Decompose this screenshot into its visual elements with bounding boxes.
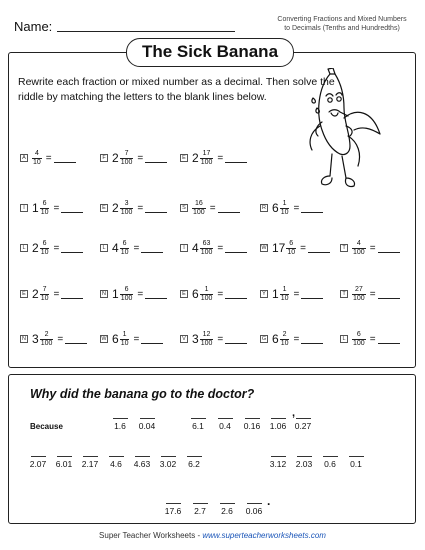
name-blank-line xyxy=(57,31,235,32)
riddle-blank-line[interactable] xyxy=(191,418,206,419)
fraction-denominator: 100 xyxy=(193,208,205,216)
fraction-numerator: 4 xyxy=(356,239,361,247)
riddle-blank-line[interactable] xyxy=(296,418,311,419)
riddle-slot-value: 0.04 xyxy=(138,421,156,431)
riddle-slot[interactable] xyxy=(346,456,366,469)
fraction-numerator: 1 xyxy=(122,330,127,338)
problem-item xyxy=(100,146,167,170)
fraction-denominator: 10 xyxy=(287,248,296,256)
because-label: Because xyxy=(30,422,63,431)
riddle-slot-value: 6.01 xyxy=(55,459,73,469)
answer-blank[interactable] xyxy=(301,204,323,213)
fraction xyxy=(280,286,290,303)
riddle-slot[interactable] xyxy=(54,456,74,469)
riddle-slot-value: 0.4 xyxy=(219,421,231,431)
riddle-slot-value: 0.16 xyxy=(243,421,261,431)
riddle-blank-line[interactable] xyxy=(166,503,181,504)
riddle-period: . xyxy=(267,494,271,508)
answer-blank[interactable] xyxy=(301,335,323,344)
equals-sign: = xyxy=(369,333,376,345)
equals-sign: = xyxy=(369,242,376,254)
riddle-blank-line[interactable] xyxy=(245,418,260,419)
riddle-slot[interactable] xyxy=(28,456,48,469)
fraction xyxy=(352,286,366,303)
fraction-denominator: 100 xyxy=(120,294,133,302)
answer-letter-box: L xyxy=(100,244,108,252)
answer-letter-box: E xyxy=(180,290,188,298)
answer-letter-box: S xyxy=(180,204,188,212)
riddle-slot-value: 3.02 xyxy=(159,459,177,469)
answer-blank[interactable] xyxy=(225,335,247,344)
fraction xyxy=(192,200,206,217)
whole-number: 4 xyxy=(192,241,199,255)
riddle-blank-line[interactable] xyxy=(220,503,235,504)
subtitle-line-1: Converting Fractions and Mixed Numbers xyxy=(277,16,407,23)
answer-blank[interactable] xyxy=(225,154,247,163)
subtitle-line-2: to Decimals (Tenths and Hundredths) xyxy=(284,25,400,32)
problem-item xyxy=(180,236,247,260)
fraction-numerator: 17 xyxy=(202,149,211,157)
fraction-numerator: 27 xyxy=(354,285,363,293)
whole-number: 3 xyxy=(192,332,199,346)
fraction-denominator: 10 xyxy=(280,294,289,302)
fraction-denominator: 10 xyxy=(40,208,49,216)
problem-item xyxy=(180,146,247,170)
whole-number: 6 xyxy=(272,201,279,215)
whole-number: 6 xyxy=(272,332,279,346)
riddle-blank-line[interactable] xyxy=(161,456,176,457)
fraction xyxy=(200,331,214,348)
fraction-numerator: 6 xyxy=(42,239,47,247)
problem-item xyxy=(100,236,163,260)
answer-blank[interactable] xyxy=(301,290,323,299)
answer-letter-box: T xyxy=(340,290,348,298)
riddle-slot-value: 0.27 xyxy=(294,421,312,431)
riddle-blank-line[interactable] xyxy=(135,456,150,457)
fraction-numerator: 3 xyxy=(124,199,129,207)
riddle-blank-line[interactable] xyxy=(193,503,208,504)
answer-blank[interactable] xyxy=(61,244,83,253)
riddle-slot-value: 0.06 xyxy=(245,506,263,516)
answer-blank[interactable] xyxy=(145,204,167,213)
riddle-slot[interactable] xyxy=(106,456,126,469)
problem-item xyxy=(20,327,87,351)
fraction xyxy=(120,286,134,303)
answer-letter-box: E xyxy=(20,290,28,298)
fraction xyxy=(40,200,50,217)
equals-sign: = xyxy=(217,242,224,254)
equals-sign: = xyxy=(217,288,224,300)
answer-letter-box: L xyxy=(20,244,28,252)
riddle-blank-line[interactable] xyxy=(349,456,364,457)
fraction-numerator: 2 xyxy=(282,330,287,338)
fraction-numerator: 2 xyxy=(44,330,49,338)
fraction-numerator: 7 xyxy=(124,149,129,157)
riddle-slot-value: 4.6 xyxy=(110,459,122,469)
whole-number: 6 xyxy=(112,332,119,346)
whole-number: 2 xyxy=(32,287,39,301)
answer-blank[interactable] xyxy=(61,204,83,213)
fraction xyxy=(280,200,290,217)
riddle-slot[interactable] xyxy=(190,503,210,516)
riddle-slot[interactable] xyxy=(294,456,314,469)
answer-letter-box: Y xyxy=(260,290,268,298)
problem-item xyxy=(260,236,330,260)
equals-sign: = xyxy=(293,288,300,300)
fraction xyxy=(120,150,134,167)
whole-number: 1 xyxy=(112,287,119,301)
riddle-blank-line[interactable] xyxy=(247,503,262,504)
problem-item xyxy=(20,282,83,306)
fraction xyxy=(352,240,366,257)
equals-sign: = xyxy=(133,242,140,254)
answer-letter-box: G xyxy=(261,336,267,342)
answer-blank[interactable] xyxy=(308,244,330,253)
fraction-denominator: 100 xyxy=(353,294,365,302)
riddle-slot-value: 0.1 xyxy=(350,459,362,469)
fraction-numerator: 1 xyxy=(282,199,287,207)
answer-blank[interactable] xyxy=(378,335,400,344)
answer-letter-box: R xyxy=(260,204,268,212)
fraction-denominator: 100 xyxy=(200,339,213,347)
whole-number: 4 xyxy=(112,241,119,255)
riddle-blank-line[interactable] xyxy=(109,456,124,457)
answer-blank[interactable] xyxy=(61,290,83,299)
footer xyxy=(0,531,425,540)
riddle-slot[interactable] xyxy=(188,418,208,431)
riddle-blank-line[interactable] xyxy=(57,456,72,457)
answer-letter-box: I xyxy=(20,204,28,212)
answer-letter-box: E xyxy=(100,204,108,212)
riddle-slot-value: 2.07 xyxy=(29,459,47,469)
riddle-slot[interactable] xyxy=(137,418,157,431)
equals-sign: = xyxy=(209,202,216,214)
fraction xyxy=(120,331,130,348)
equals-sign: = xyxy=(133,333,140,345)
fraction xyxy=(280,331,290,348)
answer-letter-box: N xyxy=(20,335,28,343)
fraction-denominator: 10 xyxy=(280,208,289,216)
riddle-slot[interactable] xyxy=(268,456,288,469)
answer-letter-box: A xyxy=(20,154,28,162)
footer-url[interactable]: www.superteacherworksheets.com xyxy=(202,531,326,540)
riddle-slot[interactable] xyxy=(320,456,340,469)
equals-sign: = xyxy=(217,152,224,164)
answer-blank[interactable] xyxy=(225,244,247,253)
problem-item xyxy=(340,236,400,260)
problem-item xyxy=(20,236,83,260)
riddle-slot[interactable] xyxy=(158,456,178,469)
riddle-comma: , xyxy=(292,407,296,419)
answer-blank[interactable] xyxy=(378,244,400,253)
answer-blank[interactable] xyxy=(65,335,87,344)
answer-letter-box: W xyxy=(261,245,267,251)
fraction-numerator: 63 xyxy=(202,239,211,247)
answer-blank[interactable] xyxy=(141,244,163,253)
answer-blank[interactable] xyxy=(145,290,167,299)
answer-letter-box: F xyxy=(100,154,108,162)
fraction-denominator: 100 xyxy=(200,248,213,256)
fraction-denominator: 100 xyxy=(200,158,213,166)
riddle-slot-value: 1.6 xyxy=(114,421,126,431)
problem-item xyxy=(260,327,323,351)
equals-sign: = xyxy=(300,242,306,254)
equals-sign: = xyxy=(293,333,300,345)
equals-sign: = xyxy=(53,242,60,254)
riddle-slot[interactable] xyxy=(244,503,264,516)
riddle-blank-line[interactable] xyxy=(271,418,286,419)
equals-sign: = xyxy=(57,333,64,345)
equals-sign: = xyxy=(137,202,144,214)
worksheet-subtitle xyxy=(267,15,417,33)
answer-blank[interactable] xyxy=(218,204,240,213)
answer-blank[interactable] xyxy=(225,290,247,299)
fraction-numerator: 12 xyxy=(202,330,211,338)
fraction xyxy=(200,240,214,257)
fraction xyxy=(120,200,134,217)
problem-item xyxy=(180,196,240,220)
riddle-slot[interactable] xyxy=(293,418,313,431)
answer-letter-box: L xyxy=(340,335,348,343)
riddle-slot-value: 2.17 xyxy=(81,459,99,469)
fraction-numerator: 16 xyxy=(194,199,203,207)
fraction-denominator: 100 xyxy=(120,158,133,166)
whole-number: 1 xyxy=(272,287,279,301)
fraction xyxy=(286,240,296,257)
problem-item xyxy=(340,327,400,351)
riddle-slot[interactable] xyxy=(110,418,130,431)
footer-brand: Super Teacher Worksheets - xyxy=(99,531,203,540)
sick-banana-illustration xyxy=(300,68,382,198)
riddle-blank-line[interactable] xyxy=(271,456,286,457)
riddle-blank-line[interactable] xyxy=(113,418,128,419)
equals-sign: = xyxy=(45,152,52,164)
riddle-slot-value: 17.6 xyxy=(164,506,182,516)
riddle-slot-value: 2.6 xyxy=(221,506,233,516)
fraction xyxy=(352,331,366,348)
fraction-denominator: 100 xyxy=(353,339,365,347)
whole-number: 2 xyxy=(192,151,199,165)
answer-letter-box: I xyxy=(180,244,188,252)
answer-letter-box: E xyxy=(180,154,188,162)
riddle-question: Why did the banana go to the doctor? xyxy=(30,387,255,401)
riddle-slot[interactable] xyxy=(215,418,235,431)
whole-number: 3 xyxy=(32,332,39,346)
riddle-slot-value: 6.2 xyxy=(188,459,200,469)
answer-blank[interactable] xyxy=(378,290,400,299)
fraction-denominator: 100 xyxy=(200,294,213,302)
fraction-numerator: 6 xyxy=(122,239,127,247)
fraction-denominator: 10 xyxy=(120,339,129,347)
whole-number: 17 xyxy=(272,241,286,255)
problem-item xyxy=(340,282,400,306)
equals-sign: = xyxy=(53,288,60,300)
problem-item xyxy=(180,327,247,351)
answer-blank[interactable] xyxy=(141,335,163,344)
whole-number: 2 xyxy=(112,151,119,165)
equals-sign: = xyxy=(137,288,144,300)
fraction-denominator: 10 xyxy=(40,248,49,256)
answer-letter-box: W xyxy=(101,336,107,342)
fraction-denominator: 100 xyxy=(120,208,133,216)
worksheet-title: The Sick Banana xyxy=(126,38,294,67)
fraction-denominator: 100 xyxy=(353,248,365,256)
equals-sign: = xyxy=(137,152,144,164)
equals-sign: = xyxy=(217,333,224,345)
riddle-slot-value: 6.1 xyxy=(192,421,204,431)
whole-number: 2 xyxy=(112,201,119,215)
riddle-slot-value: 2.7 xyxy=(194,506,206,516)
fraction-numerator: 1 xyxy=(282,285,287,293)
fraction-denominator: 10 xyxy=(40,294,49,302)
fraction xyxy=(40,331,54,348)
fraction-denominator: 100 xyxy=(40,339,53,347)
fraction-denominator: 10 xyxy=(33,158,41,166)
riddle-blank-line[interactable] xyxy=(83,456,98,457)
answer-letter-box: V xyxy=(180,335,188,343)
problem-item xyxy=(100,196,167,220)
riddle-slot[interactable] xyxy=(163,503,183,516)
answer-letter-box: N xyxy=(100,290,108,298)
fraction-numerator: 6 xyxy=(289,239,294,247)
problem-item xyxy=(100,282,167,306)
fraction-numerator: 1 xyxy=(204,285,209,293)
fraction-numerator: 6 xyxy=(124,285,129,293)
answer-letter-box: T xyxy=(340,244,348,252)
fraction xyxy=(200,150,214,167)
name-label: Name: xyxy=(14,19,53,34)
riddle-slot[interactable] xyxy=(132,456,152,469)
fraction-denominator: 10 xyxy=(280,339,289,347)
problem-item xyxy=(100,327,163,351)
problem-item xyxy=(260,196,323,220)
fraction-denominator: 10 xyxy=(120,248,129,256)
riddle-slot-value: 0.6 xyxy=(324,459,336,469)
answer-blank[interactable] xyxy=(145,154,167,163)
riddle-blank-line[interactable] xyxy=(31,456,46,457)
fraction xyxy=(120,240,130,257)
riddle-blank-line[interactable] xyxy=(323,456,338,457)
riddle-slot-value: 2.03 xyxy=(295,459,313,469)
riddle-blank-line[interactable] xyxy=(187,456,202,457)
equals-sign: = xyxy=(53,202,60,214)
problem-item xyxy=(180,282,247,306)
riddle-slot[interactable] xyxy=(242,418,262,431)
problem-item xyxy=(20,146,76,170)
fraction-numerator: 6 xyxy=(356,330,361,338)
fraction xyxy=(40,240,50,257)
fraction xyxy=(40,286,50,303)
riddle-blank-line[interactable] xyxy=(218,418,233,419)
riddle-slot[interactable] xyxy=(184,456,204,469)
riddle-slot[interactable] xyxy=(80,456,100,469)
equals-sign: = xyxy=(293,202,300,214)
riddle-slot[interactable] xyxy=(268,418,288,431)
equals-sign: = xyxy=(369,288,376,300)
riddle-slot-value: 4.63 xyxy=(133,459,151,469)
instructions-text: Rewrite each fraction or mixed number as a decimal. Then solve the riddle by matching the letters to the blank lines below. xyxy=(18,76,335,103)
fraction xyxy=(32,150,42,167)
riddle-slot-value: 1.06 xyxy=(269,421,287,431)
whole-number: 6 xyxy=(192,287,199,301)
riddle-blank-line[interactable] xyxy=(297,456,312,457)
riddle-blank-line[interactable] xyxy=(140,418,155,419)
answer-blank[interactable] xyxy=(54,154,76,163)
fraction xyxy=(200,286,214,303)
problem-item xyxy=(20,196,83,220)
problem-item xyxy=(260,282,323,306)
whole-number: 2 xyxy=(32,241,39,255)
riddle-slot[interactable] xyxy=(217,503,237,516)
fraction-numerator: 7 xyxy=(42,285,47,293)
riddle-slot-value: 3.12 xyxy=(269,459,287,469)
fraction-numerator: 6 xyxy=(42,199,47,207)
fraction-numerator: 4 xyxy=(34,149,39,157)
whole-number: 1 xyxy=(32,201,39,215)
